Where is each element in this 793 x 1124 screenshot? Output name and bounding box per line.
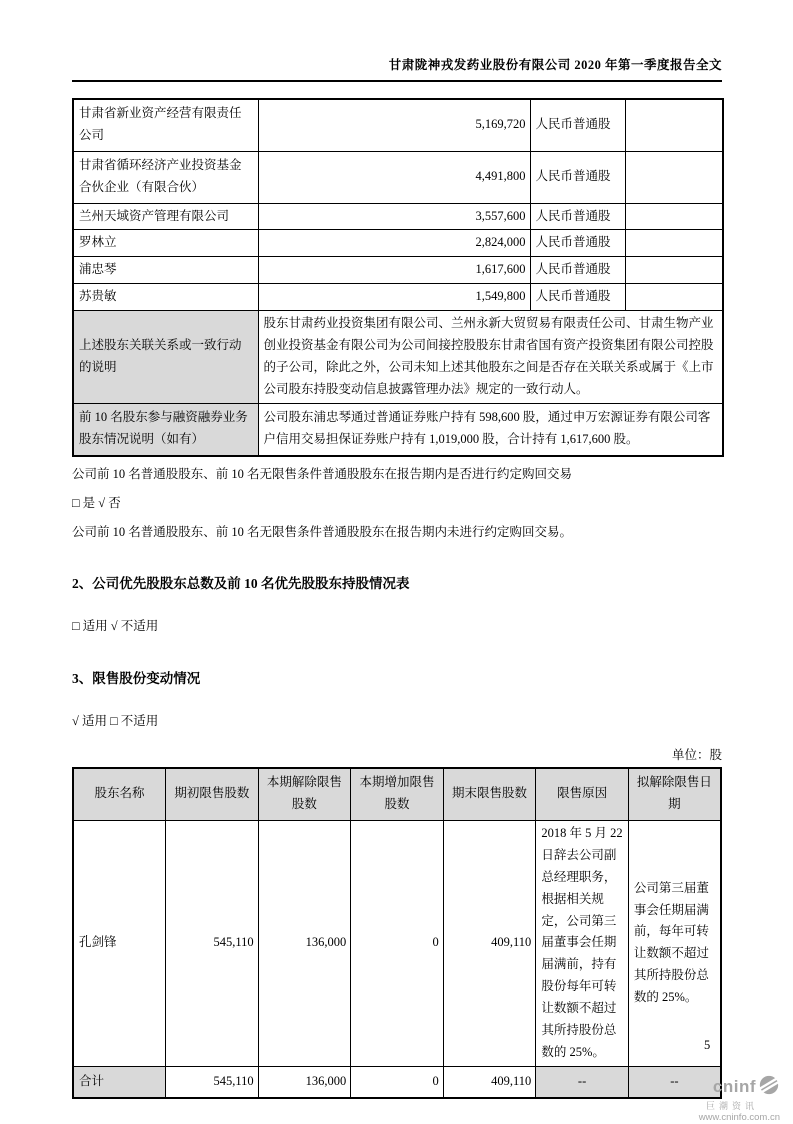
share-type-cell: 人民币普通股 [530, 284, 625, 311]
empty-cell [625, 151, 723, 203]
share-type-cell: 人民币普通股 [530, 257, 625, 284]
closing-shares-cell: 409,110 [443, 821, 536, 1067]
shareholder-name-cell: 罗林立 [73, 230, 258, 257]
unit-label: 单位：股 [671, 747, 722, 762]
restriction-reason-cell: 2018 年 5 月 22 日辞去公司副总经理职务，根据相关规定，公司第三届董事会任期届满前，持有股份每年可转让数额不超过其所持股份总数的 25%。 [536, 821, 629, 1067]
shares-cell: 5,169,720 [258, 99, 530, 151]
repurchase-question: 公司前 10 名普通股股东、前 10 名无限售条件普通股股东在报告期内是否进行约定购回交易 [72, 467, 573, 481]
empty-cell [625, 257, 723, 284]
section-3-heading: 3、限售股份变动情况 [72, 670, 201, 686]
shares-cell: 1,617,600 [258, 257, 530, 284]
header-cell: 股东名称 [73, 768, 166, 821]
shareholder-name-cell: 苏贵敏 [73, 284, 258, 311]
header-cell: 本期增加限售股数 [351, 768, 444, 821]
release-date-cell: 公司第三届董事会任期届满前，每年可转让数额不超过其所持股份总数的 25%。 [628, 821, 721, 1067]
repurchase-statement: 公司前 10 名普通股股东、前 10 名无限售条件普通股股东在报告期内未进行约定购回交易。 [72, 525, 573, 539]
shares-cell: 4,491,800 [258, 151, 530, 203]
header-cell: 本期解除限售股数 [258, 768, 351, 821]
header-cell: 拟解除限售日期 [628, 768, 721, 821]
shares-cell: 1,549,800 [258, 284, 530, 311]
share-type-cell: 人民币普通股 [530, 203, 625, 230]
empty-cell [625, 284, 723, 311]
shareholder-name-cell: 甘肃省循环经济产业投资基金合伙企业（有限合伙） [73, 151, 258, 203]
added-shares-cell: 0 [351, 821, 444, 1067]
share-type-cell: 人民币普通股 [530, 99, 625, 151]
cninfo-chinese-name: 巨潮资讯 [705, 1100, 758, 1111]
header-cell: 限售原因 [536, 768, 629, 821]
table-row [73, 203, 723, 230]
cninfo-swirl-icon [758, 1074, 780, 1101]
shares-cell: 3,557,600 [258, 203, 530, 230]
share-type-cell: 人民币普通股 [530, 151, 625, 203]
margin-label-cell: 前 10 名股东参与融资融券业务股东情况说明（如有） [73, 403, 258, 456]
closing-shares-total-cell: 409,110 [443, 1066, 536, 1098]
relation-label-cell: 上述股东关联关系或一致行动的说明 [73, 311, 258, 404]
shareholder-name-cell: 浦忠琴 [73, 257, 258, 284]
total-label-cell: 合计 [73, 1066, 166, 1098]
header-cell: 期初限售股数 [166, 768, 259, 821]
repurchase-answer-options: □ 是 √ 否 [72, 495, 121, 510]
cninfo-logo [699, 1074, 780, 1124]
top-shareholders-table [72, 98, 724, 457]
total-row [73, 1066, 721, 1098]
empty-cell [625, 230, 723, 257]
table-row [73, 257, 723, 284]
page-number: 5 [704, 1038, 711, 1052]
section-3-applicability: √ 适用 □ 不适用 [72, 713, 159, 728]
table-row [73, 821, 721, 1067]
table-row [73, 403, 723, 456]
restricted-shares-table [72, 767, 722, 1100]
cninfo-brand-text: cninf [712, 1076, 756, 1096]
release-date-total-cell: -- [628, 1066, 721, 1098]
table-header-row [73, 768, 721, 821]
header-cell: 期末限售股数 [443, 768, 536, 821]
section-2-applicability: □ 适用 √ 不适用 [72, 618, 159, 633]
section-2-heading: 2、公司优先股股东总数及前 10 名优先股股东持股情况表 [72, 575, 410, 591]
relation-text-cell: 股东甘肃药业投资集团有限公司、兰州永新大贸贸易有限责任公司、甘肃生物产业创业投资基金有限公司为公司间接控股股东甘肃省国有资产投资集团有限公司控股的子公司，除此之外，公司未知上述其他股东之间是否存在关联关系或属于《上市公司股东持股变动信息披露管理办法》规定的一致行动人。 [258, 311, 723, 404]
document-header-title: 甘肃陇神戎发药业股份有限公司 2020 年第一季度报告全文 [72, 55, 722, 82]
empty-cell [625, 203, 723, 230]
table-row [73, 151, 723, 203]
share-type-cell: 人民币普通股 [530, 230, 625, 257]
shareholder-name-cell: 甘肃省新业资产经营有限责任公司 [73, 99, 258, 151]
page-content [72, 55, 722, 1099]
table-row [73, 230, 723, 257]
shares-cell: 2,824,000 [258, 230, 530, 257]
shareholder-name-cell: 孔剑锋 [73, 821, 166, 1067]
reason-total-cell: -- [536, 1066, 629, 1098]
shareholder-name-cell: 兰州天域资产管理有限公司 [73, 203, 258, 230]
table-row [73, 99, 723, 151]
released-shares-total-cell: 136,000 [258, 1066, 351, 1098]
opening-shares-cell: 545,110 [166, 821, 259, 1067]
table-row [73, 284, 723, 311]
cninfo-url: www.cninfo.com.cn [698, 1112, 780, 1124]
table-row [73, 311, 723, 404]
added-shares-total-cell: 0 [351, 1066, 444, 1098]
released-shares-cell: 136,000 [258, 821, 351, 1067]
margin-text-cell: 公司股东浦忠琴通过普通证券账户持有 598,600 股，通过申万宏源证券有限公司客户信用交易担保证券账户持有 1,019,000 股，合计持有 1,617,600 股。 [258, 403, 723, 456]
opening-shares-total-cell: 545,110 [166, 1066, 259, 1098]
empty-cell [625, 99, 723, 151]
